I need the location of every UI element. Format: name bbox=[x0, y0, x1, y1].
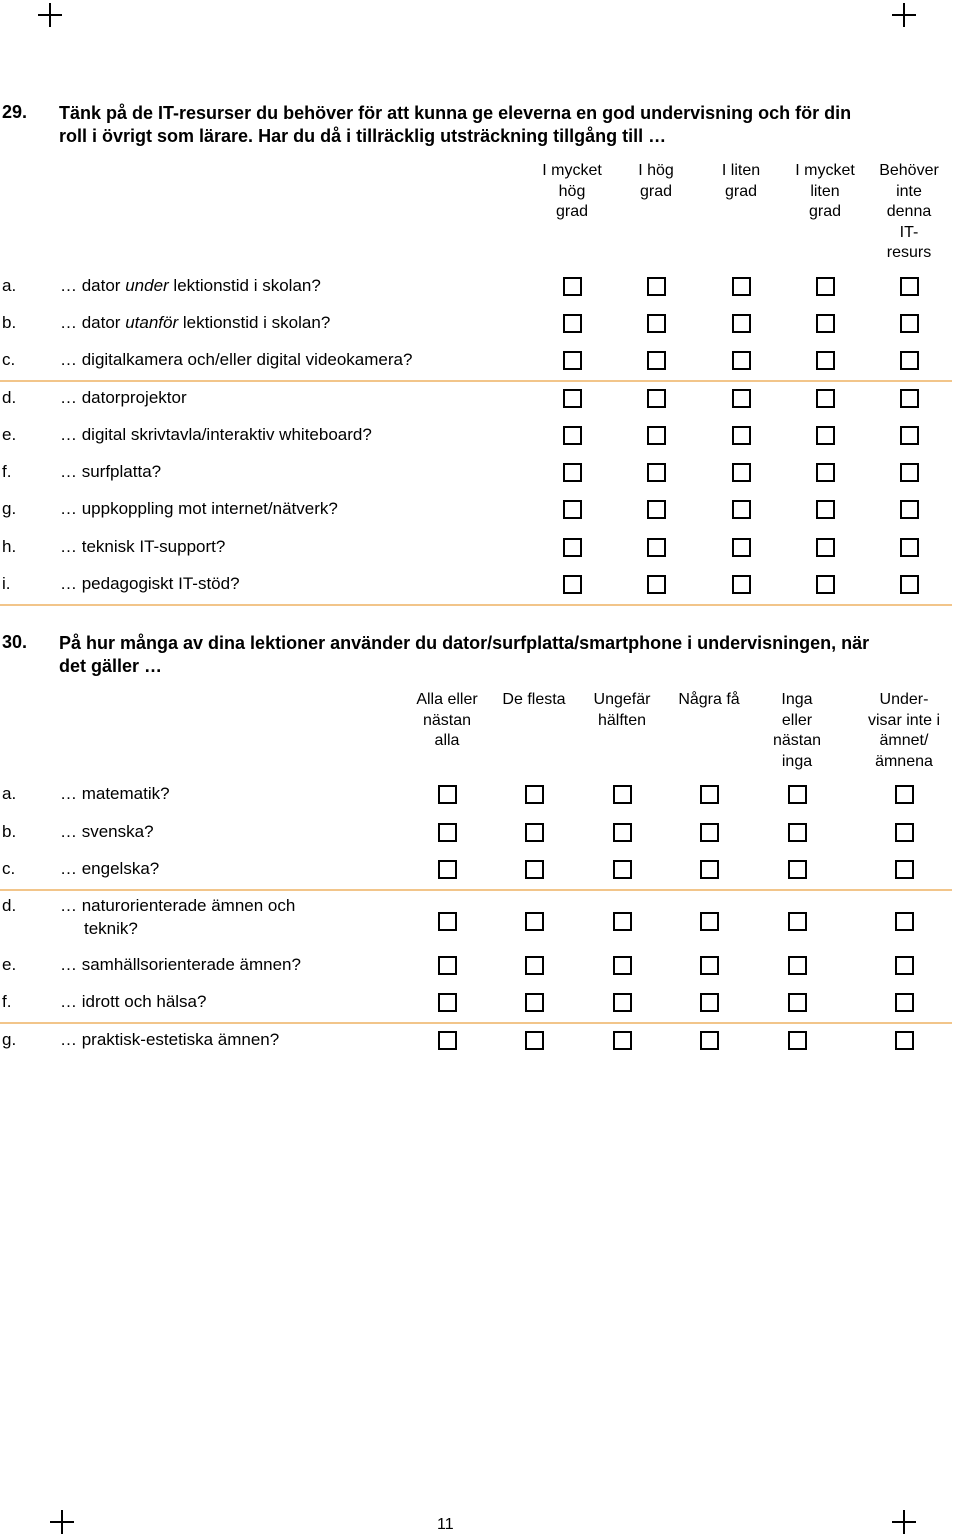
q30-checkbox[interactable] bbox=[613, 860, 632, 879]
q29-column-header-3 bbox=[699, 161, 783, 202]
registration-mark-bottom-right bbox=[892, 1510, 916, 1534]
q30-row-label bbox=[60, 990, 206, 1013]
q30-checkbox[interactable] bbox=[613, 823, 632, 842]
row-label-part: lektionstid i skolan? bbox=[178, 313, 331, 332]
q30-row-letter: g. bbox=[2, 1030, 17, 1049]
q30-row-letter: e. bbox=[2, 955, 17, 974]
registration-mark-top-right bbox=[892, 3, 916, 27]
q30-checkbox[interactable] bbox=[788, 993, 807, 1012]
q30-checkbox[interactable] bbox=[613, 956, 632, 975]
q29-checkbox[interactable] bbox=[732, 575, 751, 594]
row-label-emphasis: utanför bbox=[125, 313, 179, 332]
q30-checkbox[interactable] bbox=[788, 860, 807, 879]
q29-column-header-5-line-1: Behöver bbox=[879, 162, 939, 179]
q30-row-label bbox=[60, 820, 154, 843]
q29-column-header-4-line-1: I mycket bbox=[795, 162, 855, 179]
q30-checkbox[interactable] bbox=[700, 1031, 719, 1050]
q29-checkbox[interactable] bbox=[732, 389, 751, 408]
q29-checkbox[interactable] bbox=[900, 500, 919, 519]
q29-checkbox[interactable] bbox=[647, 351, 666, 370]
q29-column-header-3-line-1: I liten bbox=[721, 162, 761, 179]
q30-column-header-1-line-2: nästan bbox=[422, 711, 472, 729]
q30-column-header-1-line-1: Alla eller bbox=[416, 691, 478, 708]
q30-checkbox[interactable] bbox=[438, 823, 457, 842]
row-label-line-1: … datorprojektor bbox=[60, 388, 187, 407]
q29-row-letter: a. bbox=[2, 276, 17, 295]
q29-checkbox[interactable] bbox=[563, 538, 582, 557]
q30-checkbox[interactable] bbox=[700, 823, 719, 842]
row-label-part: lektionstid i skolan? bbox=[168, 276, 321, 295]
q30-row-letter: f. bbox=[2, 992, 12, 1011]
q30-row-label bbox=[60, 782, 170, 805]
row-label-line-2: teknik? bbox=[84, 919, 138, 938]
question-29-text bbox=[59, 102, 851, 148]
q30-checkbox[interactable] bbox=[700, 912, 719, 931]
question-30-line1: På hur många av dina lektioner använder du dator/surfplatta/smartphone i undervisningen, när bbox=[59, 633, 870, 653]
q30-column-header-5-line-2: eller bbox=[781, 711, 813, 729]
q30-row-letter: b. bbox=[2, 822, 17, 841]
q30-column-header-5-line-4: inga bbox=[781, 752, 813, 770]
q30-column-header-3-line-2: hälften bbox=[597, 711, 647, 729]
q29-checkbox[interactable] bbox=[816, 426, 835, 445]
q30-checkbox[interactable] bbox=[438, 860, 457, 879]
q30-checkbox[interactable] bbox=[788, 1031, 807, 1050]
q29-row-letter: g. bbox=[2, 499, 17, 518]
q29-checkbox[interactable] bbox=[900, 538, 919, 557]
q30-checkbox[interactable] bbox=[438, 785, 457, 804]
q29-checkbox[interactable] bbox=[816, 500, 835, 519]
q30-row-label bbox=[60, 1028, 279, 1051]
q30-checkbox[interactable] bbox=[438, 956, 457, 975]
q29-column-header-4-line-2: liten bbox=[810, 182, 840, 200]
q30-checkbox[interactable] bbox=[895, 860, 914, 879]
q29-column-header-1 bbox=[530, 161, 614, 223]
question-29-line1: Tänk på de IT-resurser du behöver för att kunna ge eleverna en god undervisning och för din bbox=[59, 103, 852, 123]
q30-checkbox[interactable] bbox=[613, 1031, 632, 1050]
q30-column-header-5 bbox=[754, 690, 840, 772]
q29-checkbox[interactable] bbox=[900, 351, 919, 370]
q29-column-header-2 bbox=[614, 161, 698, 202]
row-label-line-1: … svenska? bbox=[60, 822, 154, 841]
q29-row-label bbox=[60, 423, 372, 446]
row-label-part: … dator bbox=[60, 313, 126, 332]
q30-row-divider bbox=[0, 889, 952, 891]
q30-column-header-6-line-2: visar inte i bbox=[867, 711, 941, 729]
q29-column-header-5 bbox=[867, 161, 951, 264]
q29-row-label bbox=[60, 311, 330, 334]
q29-checkbox[interactable] bbox=[647, 575, 666, 594]
q29-column-header-4 bbox=[783, 161, 867, 223]
q29-checkbox[interactable] bbox=[900, 463, 919, 482]
q29-row-letter: h. bbox=[2, 537, 17, 556]
q29-row-letter: d. bbox=[2, 388, 17, 407]
q30-checkbox[interactable] bbox=[788, 785, 807, 804]
q30-column-header-1-line-3: alla bbox=[434, 732, 460, 749]
q29-checkbox[interactable] bbox=[563, 351, 582, 370]
q29-row-letter: i. bbox=[2, 574, 11, 593]
q29-checkbox[interactable] bbox=[732, 277, 751, 296]
row-label-line-1: … digital skrivtavla/interaktiv whiteboard? bbox=[60, 425, 372, 444]
q30-row-label bbox=[60, 857, 159, 880]
q29-checkbox[interactable] bbox=[647, 463, 666, 482]
q29-column-header-5-line-5: resurs bbox=[886, 244, 932, 261]
q30-column-header-5-line-3: nästan bbox=[772, 732, 822, 749]
q29-row-label bbox=[60, 386, 187, 409]
q30-row-divider bbox=[0, 1022, 952, 1024]
q30-checkbox[interactable] bbox=[700, 993, 719, 1012]
q29-column-header-1-line-3: grad bbox=[555, 203, 589, 220]
q30-checkbox[interactable] bbox=[438, 1031, 457, 1050]
q30-checkbox[interactable] bbox=[525, 860, 544, 879]
row-label-line-1: … uppkoppling mot internet/nätverk? bbox=[60, 499, 338, 518]
registration-mark-bottom-left bbox=[50, 1510, 74, 1534]
q29-checkbox[interactable] bbox=[732, 426, 751, 445]
row-label-line-1: … teknisk IT-support? bbox=[60, 537, 226, 556]
row-label-line-1: … naturorienterade ämnen och bbox=[60, 896, 296, 915]
q30-column-header-3-line-1: Ungefär bbox=[593, 691, 651, 708]
q29-column-header-1-line-2: hög bbox=[558, 182, 586, 200]
q30-checkbox[interactable] bbox=[525, 785, 544, 804]
q29-row-letter: f. bbox=[2, 462, 12, 481]
question-29-number: 29. bbox=[2, 102, 28, 122]
q30-checkbox[interactable] bbox=[438, 912, 457, 931]
q30-checkbox[interactable] bbox=[895, 912, 914, 931]
q29-column-header-1-line-1: I mycket bbox=[542, 162, 602, 179]
q29-checkbox[interactable] bbox=[563, 277, 582, 296]
q30-row-letter: a. bbox=[2, 784, 17, 803]
q29-checkbox[interactable] bbox=[563, 463, 582, 482]
q29-row-divider bbox=[0, 604, 952, 606]
q30-column-header-6-line-1: Under- bbox=[879, 691, 929, 708]
q30-checkbox[interactable] bbox=[788, 956, 807, 975]
row-label-line-1: … engelska? bbox=[60, 859, 160, 878]
q29-checkbox[interactable] bbox=[563, 500, 582, 519]
q29-column-header-4-line-3: grad bbox=[808, 203, 842, 220]
q29-row-letter: c. bbox=[2, 350, 16, 369]
q29-checkbox[interactable] bbox=[732, 538, 751, 557]
q30-column-header-4 bbox=[666, 690, 752, 711]
q29-column-header-5-line-3: denna bbox=[886, 203, 932, 220]
q30-checkbox[interactable] bbox=[895, 1031, 914, 1050]
q29-checkbox[interactable] bbox=[900, 426, 919, 445]
q29-column-header-2-line-2: grad bbox=[639, 182, 673, 200]
q30-column-header-6-line-3: ämnet/ bbox=[879, 732, 929, 749]
row-label-line-1: … matematik? bbox=[60, 784, 170, 803]
q29-row-label bbox=[60, 497, 338, 520]
q30-checkbox[interactable] bbox=[438, 993, 457, 1012]
q29-checkbox[interactable] bbox=[647, 277, 666, 296]
q30-checkbox[interactable] bbox=[895, 993, 914, 1012]
q29-row-letter: e. bbox=[2, 425, 17, 444]
q29-checkbox[interactable] bbox=[900, 314, 919, 333]
q30-checkbox[interactable] bbox=[525, 1031, 544, 1050]
q29-checkbox[interactable] bbox=[647, 314, 666, 333]
q29-checkbox[interactable] bbox=[900, 389, 919, 408]
q30-checkbox[interactable] bbox=[525, 956, 544, 975]
row-label-line-1: … praktisk-estetiska ämnen? bbox=[60, 1030, 280, 1049]
q29-checkbox[interactable] bbox=[563, 575, 582, 594]
q30-column-header-6 bbox=[852, 690, 956, 772]
q29-checkbox[interactable] bbox=[816, 463, 835, 482]
q30-row-label bbox=[60, 953, 301, 976]
q29-row-label bbox=[60, 348, 412, 371]
q30-checkbox[interactable] bbox=[700, 785, 719, 804]
row-label-line-1: … pedagogiskt IT-stöd? bbox=[60, 574, 240, 593]
page-number: 11 bbox=[437, 1516, 454, 1533]
q30-column-header-2 bbox=[491, 690, 577, 711]
question-29-line2: roll i övrigt som lärare. Har du då i tillräcklig utsträckning tillgång till … bbox=[59, 126, 667, 146]
q29-row-label bbox=[60, 274, 321, 297]
q30-column-header-1 bbox=[402, 690, 492, 752]
q30-row-letter: c. bbox=[2, 859, 16, 878]
q30-checkbox[interactable] bbox=[788, 823, 807, 842]
q29-checkbox[interactable] bbox=[816, 389, 835, 408]
q30-checkbox[interactable] bbox=[895, 785, 914, 804]
q30-checkbox[interactable] bbox=[700, 860, 719, 879]
q29-checkbox[interactable] bbox=[647, 500, 666, 519]
q29-row-letter: b. bbox=[2, 313, 17, 332]
q29-checkbox[interactable] bbox=[563, 389, 582, 408]
q30-column-header-2-line-1: De flesta bbox=[502, 691, 566, 708]
q29-row-label bbox=[60, 535, 225, 558]
q29-checkbox[interactable] bbox=[816, 575, 835, 594]
q29-checkbox[interactable] bbox=[816, 351, 835, 370]
question-30-text bbox=[59, 632, 869, 678]
q29-checkbox[interactable] bbox=[647, 538, 666, 557]
row-label-line-1: … digitalkamera och/eller digital videokamera? bbox=[60, 350, 413, 369]
q29-checkbox[interactable] bbox=[732, 463, 751, 482]
q29-column-header-3-line-2: grad bbox=[724, 182, 758, 200]
question-30-number: 30. bbox=[2, 632, 28, 652]
q29-checkbox[interactable] bbox=[647, 389, 666, 408]
q29-checkbox[interactable] bbox=[816, 538, 835, 557]
q29-row-divider bbox=[0, 380, 952, 382]
row-label-line-1: … samhällsorienterade ämnen? bbox=[60, 955, 301, 974]
q30-column-header-4-line-1: Några få bbox=[678, 691, 740, 708]
q29-checkbox[interactable] bbox=[563, 426, 582, 445]
q29-checkbox[interactable] bbox=[563, 314, 582, 333]
q30-checkbox[interactable] bbox=[613, 785, 632, 804]
q30-checkbox[interactable] bbox=[525, 912, 544, 931]
q29-row-label bbox=[60, 572, 240, 595]
q30-column-header-5-line-1: Inga bbox=[781, 691, 813, 708]
q30-column-header-6-line-4: ämnena bbox=[875, 752, 933, 770]
q30-checkbox[interactable] bbox=[895, 956, 914, 975]
question-30-line2: det gäller … bbox=[59, 656, 163, 676]
q29-checkbox[interactable] bbox=[732, 314, 751, 333]
q30-checkbox[interactable] bbox=[788, 912, 807, 931]
q29-checkbox[interactable] bbox=[900, 277, 919, 296]
registration-mark-top-left bbox=[38, 3, 62, 27]
q29-column-header-2-line-1: I hög bbox=[638, 162, 674, 179]
row-label-line-1: … surfplatta? bbox=[60, 462, 162, 481]
q30-checkbox[interactable] bbox=[613, 993, 632, 1012]
q29-checkbox[interactable] bbox=[732, 500, 751, 519]
q29-checkbox[interactable] bbox=[900, 575, 919, 594]
q29-checkbox[interactable] bbox=[816, 314, 835, 333]
q30-checkbox[interactable] bbox=[895, 823, 914, 842]
q29-checkbox[interactable] bbox=[732, 351, 751, 370]
q29-checkbox[interactable] bbox=[647, 426, 666, 445]
q30-checkbox[interactable] bbox=[525, 993, 544, 1012]
row-label-line-1: … idrott och hälsa? bbox=[60, 992, 207, 1011]
q30-row-label bbox=[60, 894, 295, 940]
row-label-emphasis: under bbox=[125, 276, 169, 295]
q30-column-header-3 bbox=[579, 690, 665, 731]
q30-row-letter: d. bbox=[2, 896, 17, 915]
q29-column-header-5-line-2: inte bbox=[896, 182, 922, 200]
q30-checkbox[interactable] bbox=[613, 912, 632, 931]
q29-column-header-5-line-4: IT- bbox=[899, 223, 919, 241]
q29-checkbox[interactable] bbox=[816, 277, 835, 296]
row-label-part: … dator bbox=[60, 276, 126, 295]
q30-checkbox[interactable] bbox=[700, 956, 719, 975]
q29-row-label bbox=[60, 460, 161, 483]
q30-checkbox[interactable] bbox=[525, 823, 544, 842]
